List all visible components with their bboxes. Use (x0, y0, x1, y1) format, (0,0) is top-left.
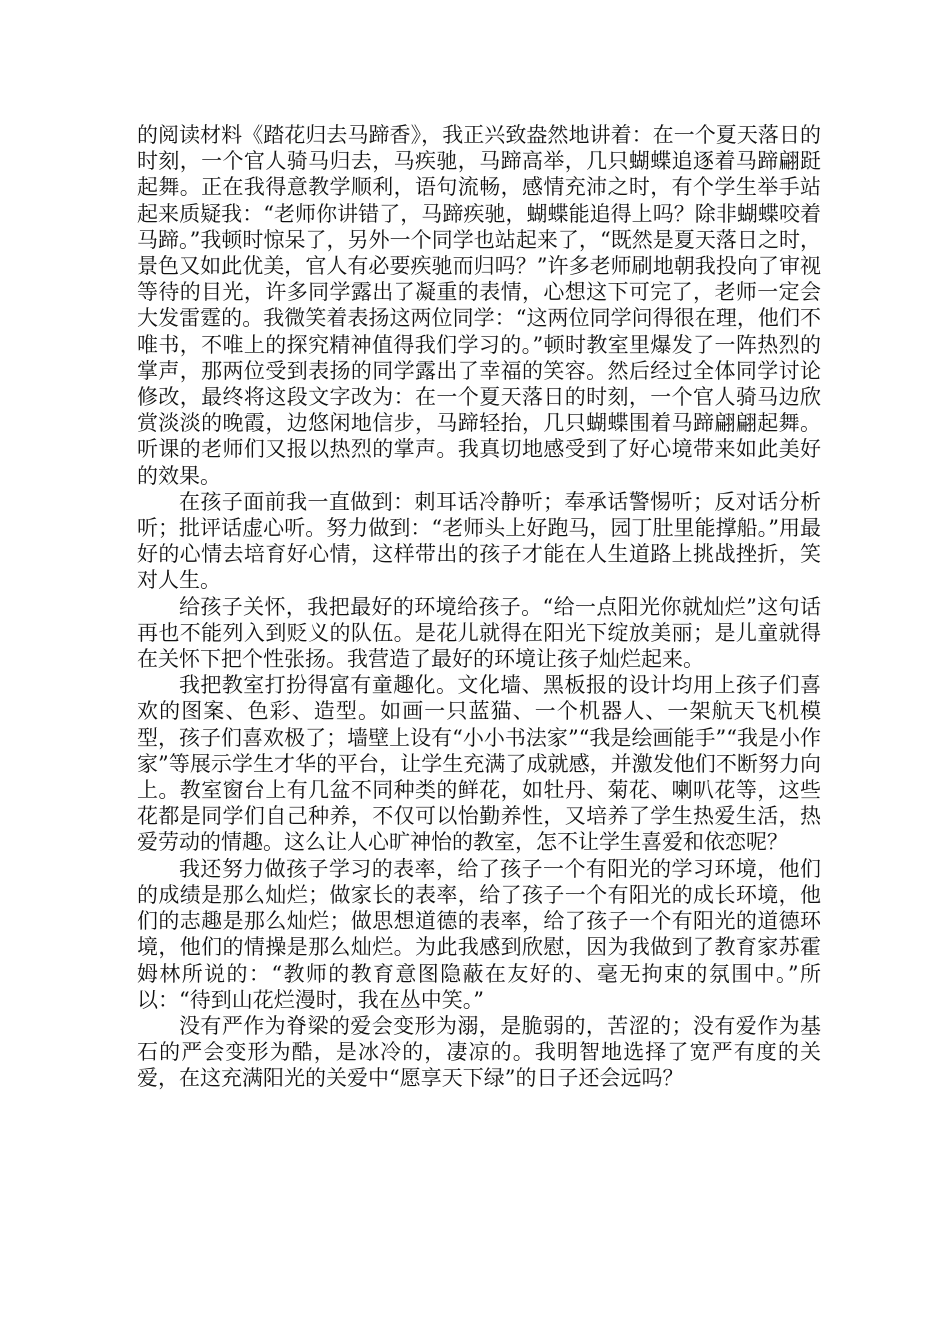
paragraph-role-model: 我还努力做孩子学习的表率，给了孩子一个有阳光的学习环境，他们的成绩是那么灿烂；做家长的表率，给了孩子一个有阳光的成长环境，他们的志趣是那么灿烂；做思想道德的表率，给了孩子一个有阳光的道德环境，他们的情操是那么灿烂。为此我感到欣慰，因为我做到了教育家苏霍姆林所说的：“教师的教育意图隐蔽在友好的、毫无拘束的氛围中。”所以：“待到山花烂漫时，我在丛中笑。” (137, 856, 821, 1012)
document-body (137, 122, 821, 1092)
paragraph-classroom: 我把教室打扮得富有童趣化。文化墙、黑板报的设计均用上孩子们喜欢的图案、色彩、造型。如画一只蓝猫、一个机器人、一架航天飞机模型，孩子们喜欢极了；墙壁上设有“小小书法家”“我是绘画能手”“我是小作家”等展示学生才华的平台，让学生充满了成就感，并激发他们不断努力向上。教室窗台上有几盆不同种类的鲜花，如牡丹、菊花、喇叭花等，这些花都是同学们自己种养，不仅可以怡勤养性，又培养了学生热爱生活，热爱劳动的情趣。这么让人心旷神怡的教室，怎不让学生喜爱和依恋呢？ (137, 673, 821, 855)
paragraph-listening: 在孩子面前我一直做到：刺耳话冷静听；奉承话警惕听；反对话分析听；批评话虚心听。努力做到：“老师头上好跑马，园丁肚里能撑船。”用最好的心情去培育好心情，这样带出的孩子才能在人生道路上挑战挫折，笑对人生。 (137, 489, 821, 593)
paragraph-continuation: 的阅读材料《踏花归去马蹄香》，我正兴致盎然地讲着：在一个夏天落日的时刻，一个官人骑马归去，马疾驰，马蹄高举，几只蝴蝶追逐着马蹄翩跹起舞。正在我得意教学顺利，语句流畅，感情充沛之时，有个学生举手站起来质疑我：“老师你讲错了，马蹄疾驰，蝴蝶能追得上吗？除非蝴蝶咬着马蹄。”我顿时惊呆了，另外一个同学也站起来了，“既然是夏天落日之时，景色又如此优美，官人有必要疾驰而归吗？”许多老师刷地朝我投向了审视等待的目光，许多同学露出了凝重的表情，心想这下可完了，老师一定会大发雷霆的。我微笑着表扬这两位同学：“这两位同学问得很在理，他们不唯书，不唯上的探究精神值得我们学习的。”顿时教室里爆发了一阵热烈的掌声，那两位受到表扬的同学露出了幸福的笑容。然后经过全体同学讨论修改，最终将这段文字改为：在一个夏天落日的时刻，一个官人骑马边欣赏淡淡的晚霞，边悠闲地信步，马蹄轻抬，几只蝴蝶围着马蹄翩翩起舞。听课的老师们又报以热烈的掌声。我真切地感受到了好心境带来如此美好的效果。 (137, 123, 821, 488)
paragraph-conclusion: 没有严作为脊梁的爱会变形为溺，是脆弱的，苦涩的；没有爱作为基石的严会变形为酷，是冰冷的，凄凉的。我明智地选择了宽严有度的关爱，在这充满阳光的关爱中“愿享天下绿”的日子还会远吗？ (137, 1013, 821, 1091)
paragraph-care: 给孩子关怀，我把最好的环境给孩子。“给一点阳光你就灿烂”这句话再也不能列入到贬义的队伍。是花儿就得在阳光下绽放美丽；是儿童就得在关怀下把个性张扬。我营造了最好的环境让孩子灿烂起来。 (137, 594, 821, 672)
